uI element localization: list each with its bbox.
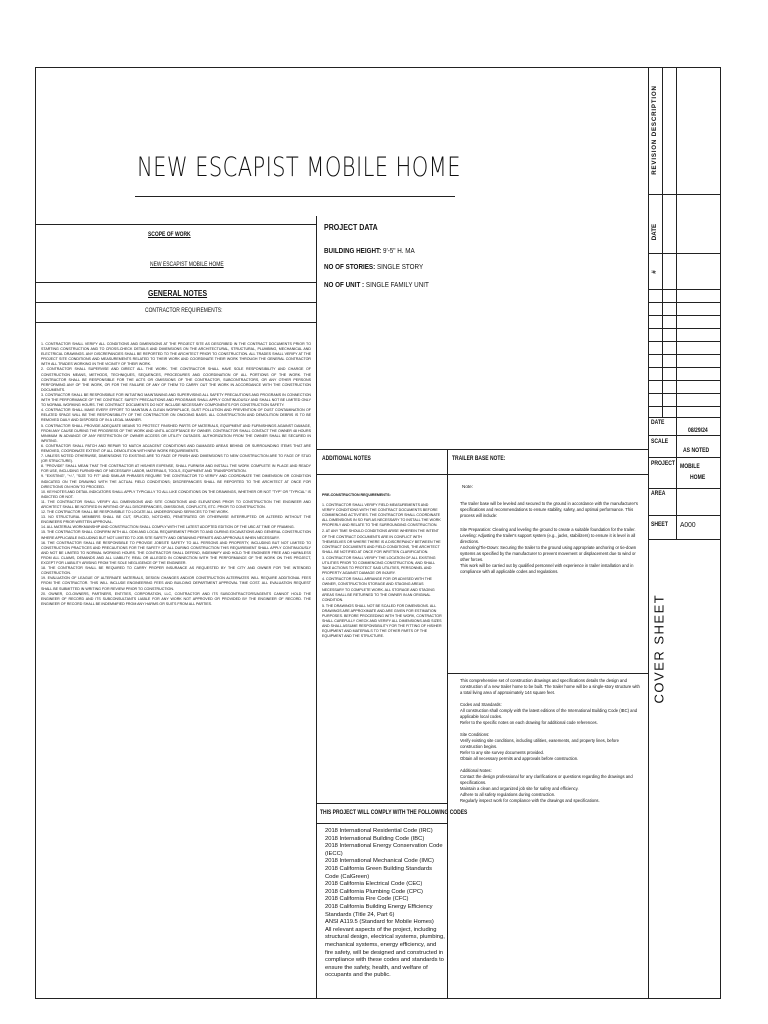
stories-row bbox=[324, 262, 423, 272]
general-note-item: 16. THE CONTRACTOR SHALL BE RESPONSIBLE TO PROVIDE JOBSITE SAFETY TO ALL PERSONS AND PROPERTY, INCLUDING BUT NOT LIMITED TO CONSTRUCTION PRACTICES AND PRECAUTIONS FOR THE SAFETY OF ALL DURING CONSTRUCTION THIS REQUIREMENT SHALL APPLY CONTINUOUSLY AND NOT BE LIMITED TO NORMAL WORKING HOURS. THE CONTRACTOR SHALL DEFEND, INDEMNIFY AND HOLD THE ENGINEER FREE AND HARMLESS FROM ALL CLAIMS, DEMANDS AND ALL LIABILITY, REAL OR ALLEGED IN CONNECTION WITH THE PERFORMANCE OF THE WORK ON THIS PROJECT, EXCEPT FOR LIABILITY ARISING FROM THE SOLE NEGLIGENCE OF THE ENGINEER. bbox=[41, 540, 311, 566]
trailer-paragraph: All construction shall comply with the latest editions of the International Building Code (IBC) and applicable local codes. bbox=[460, 708, 638, 719]
trailer-paragraph: Leveling: Adjusting the trailer's support system (e.g., jacks, stabilizers) to ensure it is level in all directions. bbox=[460, 533, 636, 544]
codes-list bbox=[325, 828, 445, 980]
sheet-label: SHEET bbox=[651, 521, 668, 528]
additional-note-item: 1. CONTRACTOR SHALL VERIFY FIELD MEASUREMENTS AND VERIFY CONDITIONS WITH THE CONTRACT DOCUMENTS BEFORE COMMENCING ACTIVITIES. THE CONTRACTOR SHALL COORDINATE ALL DIMENSIONS IN SO FAR AS NECESSARY TO INSTALL THE WORK PROPERLY AND RELATE TO THE SURROUNDING CONSTRUCTION. bbox=[322, 503, 441, 528]
trailer-paragraph: This comprehensive set of construction drawings and specifications details the design and construction of a new trailer home to be built. The trailer home will be a single-story structure with a total living area of approximately 144 square feet. bbox=[460, 678, 640, 695]
trailer-paragraph: Refer to any site survey documents provided. bbox=[460, 750, 545, 755]
revision-row-line bbox=[648, 315, 721, 316]
trailer-note-label: Note: bbox=[462, 484, 473, 489]
general-note-item: 15. THE CONTRACTOR SHALL CONFIRM WITH ALL ODM AND LOCAL REQUIREMENT PRIOR TO AND DURING EXCAVATIONS AND GENERAL CONSTRUCTION WHERE APPLICABLE INCLUDING BUT NOT LIMITED TO JOB SITE SAFETY AND OBTAINING PERMITS AND APPROVALS WHEN NECESSARY. bbox=[41, 530, 311, 540]
general-notes-list bbox=[41, 342, 311, 607]
general-note-item: 9. "EXISTING", "+/-", "SIZE TO FIT" AND SIMILAR PHRASES REQUIRE THE CONTRACTOR TO VERIFY AND COORDINATE THE DIMENSION OR CONDITION INDICATED ON THE DRAWING WITH THE ACTUAL FIELD CONDITIONS; DISCREPANCIES SHALL BE REPORTED TO THE ARCHITECT AT ONCE FOR DIRECTIONS ON HOW TO PROCEED. bbox=[41, 474, 311, 489]
rule-revision-header-2 bbox=[648, 253, 721, 254]
general-note-item: 5. CONTRACTOR SHALL PROVIDE ADEQUATE MEANS TO PROTECT FINISHED PARTS OF MATERIALS, EQUIPMENT AND FURNISHINGS AGAINST DAMAGE, FROM ANY CAUSE DURING THE PROGRESS OF THE WORK AND UNTIL ACCEPTANCE BY OWNER. CONTRACTOR SHALL CONTACT THE OWNER 48 HOURS MINIMUM IN ADVANCE OF ANY RESTRICTION OF OWNER ACCESS OR UTILITY OUTAGES. AUTHORIZATION FROM THE OWNER SHALL BE SECURED IN WRITING. bbox=[41, 423, 311, 443]
general-note-item: 6. CONTRACTOR SHALL PATCH AND REPAIR TO MATCH ADJACENT CONDITIONS AND DAMAGED AREAS BEHIND OR SURROUNDING ITEMS THAT ARE REMOVED, COORDINATE EXTENT OF ALL DEMOLITION WITH NEW WORK REQUIREMENTS. bbox=[41, 443, 311, 453]
general-notes-subheading: CONTRACTOR REQUIREMENTS: bbox=[145, 307, 223, 314]
general-note-item: 8. "PROVIDE" SHALL MEAN THAT THE CONTRACTOR AT HIS/HER EXPENSE, SHALL FURNISH AND INSTALL THE WORK COMPLETE IN PLACE AND READY FOR USE, INCLUDING FURNISHING OF NECESSARY LABOR, MATERIALS, TOOLS, EQUIPMENT AND TRANSPORTATION. bbox=[41, 464, 311, 474]
rule-title-area bbox=[648, 515, 721, 516]
scope-text: NEW ESCAPIST MOBILE HOME bbox=[150, 261, 224, 268]
code-item: 2018 California Plumbing Code (CPC) bbox=[325, 888, 423, 895]
additional-notes-heading: ADDITIONAL NOTES bbox=[322, 455, 371, 462]
rule-scope-bottom bbox=[35, 282, 317, 283]
revision-number-header: # bbox=[651, 270, 658, 274]
date-value: 08/29/24 bbox=[688, 427, 708, 434]
trailer-paragraph: Adhere to all safety regulations during construction. bbox=[460, 792, 556, 797]
trailer-paragraph: Regularly inspect work for compliance with the drawings and specifications. bbox=[460, 798, 600, 803]
trailer-paragraph: Site Conditions: bbox=[460, 732, 490, 737]
rule-codes-heading-bottom bbox=[316, 823, 448, 824]
divider-left-column bbox=[316, 216, 317, 999]
trailer-paragraph: Contact the design professional for any clarifications or questions regarding the drawings and specifications. bbox=[460, 774, 633, 785]
general-note-item: 7. UNLESS NOTED OTHERWISE, DIMENSIONS TO EXISTING ARE TO FACE OF FINISH AND DIMENSIONS TO NEW CONSTRUCTION ARE TO FACE OF STUD (OR STRUCTURE). bbox=[41, 454, 311, 464]
project-label: PROJECT bbox=[651, 460, 675, 467]
units-label: NO OF UNIT : bbox=[324, 280, 365, 289]
trailer-paragraph: Obtain all necessary permits and approvals before construction. bbox=[460, 756, 579, 761]
divider-revision-date bbox=[662, 67, 663, 417]
units-value: SINGLE FAMILY UNIT bbox=[365, 280, 429, 289]
general-note-item: 12. THE CONTRACTOR SHALL BE RESPONSIBLE TO LOCATE ALL UNDERGROUND SERVICES TO THE WORK. bbox=[41, 510, 229, 515]
building-height-label: BUILDING HEIGHT: bbox=[324, 246, 382, 255]
project-data-heading: PROJECT DATA bbox=[324, 222, 378, 232]
trailer-paragraph: The trailer base will be leveled and secured to the ground in accordance with the manufacturer's specifications and recommendations to ensure stability, safety, and optimal performance. This process will include: bbox=[460, 501, 638, 518]
general-note-item: 4. CONTRACTOR SHALL MAKE EVERY EFFORT TO MAINTAIN A CLEAN WORKPLACE, DUST POLLUTION AND PREVENTION OF DUST CONTAMINATION OF RELATED SPACE WILL BE THE RESPONSIBILITY OF THE CONTRACTOR ON ONGOING BASIS. ALL CONSTRUCTION AND DEMOLITION DEBRIS IS TO BE REMOVED DAILY AND DISPOSED OF IN A LEGAL MANNER. bbox=[41, 408, 311, 423]
sheet-number: A000 bbox=[680, 520, 696, 529]
area-label: AREA bbox=[651, 490, 666, 497]
general-note-item: 18. THE CONTRACTOR SHALL BE REQUIRED TO CARRY PROPER INSURANCE AS REQUESTED BY THE CITY AND OWNER FOR THE INTENDED CONSTRUCTION. bbox=[41, 566, 311, 576]
rule-title-project bbox=[648, 488, 721, 489]
trailer-paragraphs-2 bbox=[460, 678, 640, 804]
revision-row-line bbox=[648, 406, 721, 407]
general-note-item: 1. CONTRACTOR SHALL VERIFY ALL CONDITIONS AND DIMENSIONS AT THE PROJECT SITE AS DESCRIBED IN THE CONTRACT DOCUMENTS PRIOR TO STARTING CONSTRUCTION AND TO CROSS-CHECK DETAILS AND DIMENSIONS ON THE ARCHITECTURAL, STRUCTURAL, PLUMBING, MECHANICAL AND ELECTRICAL DRAWINGS. ANY DISCREPANCIES SHALL BE REPORTED TO THE ARCHITECT PRIOR TO CONSTRUCTION. ALL TRADES SHALL VERIFY AT THE PROJECT SITE CONDITIONS AND MEASUREMENTS RELATED TO THEIR WORK AND COORDINATE THEIR WORK THROUGH THE GENERAL CONTRACTOR WITH ALL TRADES WORKING IN THE VICINITY OF THEIR WORK. bbox=[41, 342, 311, 367]
additional-notes-list bbox=[322, 503, 442, 640]
rule-addl-notes-heading bbox=[316, 474, 649, 475]
rule-project-data-bottom bbox=[316, 449, 649, 450]
general-note-item: 3. CONTRACTOR SHALL BE RESPONSIBLE FOR INITIATING MAINTAINING AND SUPERVISING ALL SAFETY PRECAUTIONS AND PROGRAMS IN CONNECTION WITH THE PERFORMANCE OF THE CONTRACT. SAFETY PRECAUTIONS AND PROGRAMS SHALL APPLY CONTINUOUSLY AND SHALL NOT BE LIMITED ONLY TO NORMAL WORKING HOURS. THE CONTRACT DOCUMENTS DO NOT INCLUDE NECESSARY COMPONENTS FOR CONSTRUCTION SAFETY. bbox=[41, 392, 311, 408]
codes-heading: THIS PROJECT WILL COMPLY WITH THE FOLLOWING CODES bbox=[320, 809, 468, 816]
code-item: ANSI A119.5 (Standard for Mobile Homes) bbox=[325, 919, 434, 926]
additional-note-item: 4. CONTRACTOR SHALL ARRANGE FOR OR ADVISED WITH THE OWNER, CONSTRUCTION STORAGE AND STAGING AREAS NECESSARY TO COMPLETE WORK. ALL STORAGE AND STAGING AREAS SHALL BE RETURNED TO THE OWNER IN AN ORIGINAL CONDITION. bbox=[322, 577, 435, 602]
general-note-item: 19. EVALUATION OF LEAGUE OF ALTERNATE MATERIALS, DESIGN CHANGES AND/OR CONSTRUCTION ALTERNATES WILL REQUIRE ADDITIONAL FEES FROM THE CONTRACTOR. THIS WILL INCLUDE ENGINEERING FEES AND BUILDING DEPARTMENT APPROVAL TIME COST. ALL EVALUATION REQUEST SHALL BE SUBMITTED IN WRITING FOR REVIEW PRIOR TO CONSTRUCTION. bbox=[41, 576, 311, 591]
building-height-value: 9'-5" H. MA bbox=[382, 246, 415, 255]
stories-label: NO OF STORIES: bbox=[324, 262, 376, 271]
trailer-paragraph: Additional Notes: bbox=[460, 768, 492, 773]
code-item: 2018 International Building Code (IBC) bbox=[325, 835, 425, 842]
code-item: 2018 International Residential Code (IRC) bbox=[325, 828, 433, 834]
revision-row-line bbox=[648, 302, 721, 303]
code-item: 2018 California Building Energy Efficiency Standards (Title 24, Part 6) bbox=[325, 903, 433, 918]
trailer-paragraph: This work will be carried out by qualified personnel with experience in trailer installation and in compliance with all applicable codes and regulations. bbox=[460, 563, 634, 574]
general-note-item: 14. ALL MATERIAL WORKMANSHIP AND CONSTRUCTION SHALL COMPLY WITH THE LATEST ADOPTED EDITION OF THE UBC AT TIME OF FRAMING. bbox=[41, 525, 295, 530]
rule-revision-header-3 bbox=[648, 289, 721, 290]
revision-row-line bbox=[648, 393, 721, 394]
units-row bbox=[324, 280, 429, 290]
project-value-2: HOME bbox=[690, 474, 706, 481]
revision-date-header: DATE bbox=[651, 223, 658, 241]
rule-trailer-mid bbox=[447, 673, 649, 674]
revision-row-line bbox=[648, 367, 721, 368]
divider-revision-desc bbox=[676, 67, 677, 417]
rule-revision-block-end bbox=[648, 417, 721, 418]
general-notes-heading: GENERAL NOTES bbox=[148, 288, 208, 298]
general-note-item: 11. THE CONTRACTOR SHALL VERIFY ALL DIMENSIONS AND SITE CONDITIONS AND ELEVATIONS PRIOR TO CONSTRUCTION THE ENGINEER AND ARCHITECT SHALL BE NOTIFIED IN WRITING OF ALL DISCREPANCIES, OMISSIONS, CONFLICTS, ETC. PRIOR TO CONSTRUCTION. bbox=[41, 499, 311, 509]
divider-middle-column bbox=[447, 449, 448, 999]
rule-notes-heading bbox=[35, 302, 317, 303]
rule-title-sheet bbox=[648, 539, 721, 540]
sheet-title: COVER SHEET bbox=[651, 593, 667, 704]
revision-row-line bbox=[648, 380, 721, 381]
scope-heading: SCOPE OF WORK bbox=[148, 231, 191, 238]
rule-title-date bbox=[648, 435, 721, 436]
page-title: NEW ESCAPIST MOBILE HOME bbox=[137, 152, 461, 183]
revision-row-line bbox=[648, 341, 721, 342]
additional-notes-subheading: PRE-CONSTRUCTION REQUIREMENTS: bbox=[322, 493, 391, 497]
additional-note-item: 5. THE DRAWINGS SHALL NOT BE SCALED FOR DIMENSIONS. ALL DRAWINGS ARE APPROXIMATE AND ARE GIVEN FOR ESTIMATION PURPOSES. BEFORE PROCEEDING WITH THE WORK, CONTRACTOR SHALL CAREFULLY CHECK AND VERIFY ALL DIMENSIONS AND SIZES AND SHALL ASSUME RESPONSIBILITY FOR THE FITTING OF HIS/HER EQUIPMENT AND MATERIALS TO THE OTHER PARTS OF THE EQUIPMENT AND THE STRUCTURE. bbox=[322, 603, 442, 639]
stories-value: SINGLE STORY bbox=[376, 262, 424, 271]
revision-description-header: REVISION DESCRIPTION bbox=[651, 85, 658, 175]
trailer-paragraph: Maintain a clean and organized job site for safety and efficiency. bbox=[460, 786, 579, 791]
code-item: 2018 California Fire Code (CFC) bbox=[325, 896, 409, 903]
code-item: 2018 California Green Building Standards Code (CalGreen) bbox=[325, 865, 432, 880]
rule-notes-sub bbox=[35, 322, 317, 323]
code-item: 2018 California Electrical Code (CEC) bbox=[325, 881, 423, 888]
code-item: All relevant aspects of the project, including structural design, electrical systems, plumbing, mechanical systems, energy efficiency, and fire safety, will be designed and constructed in compliance with these codes and standards to ensure the safety, health, and welfare of occupants and the public. bbox=[325, 926, 445, 979]
general-note-item: 20. OWNER, CO-OWNERS, PARTNERS, ENTITIES, CORPORATION, LLC, CONTRACTOR AND ITS SUBCONTRACTORS/AGENTS CANNOT HOLD THE ENGINEER OF RECORD AND ITS SUBCONSULTANTS LIABLE FOR ANY WORK NOT APPROVED OR PROVIDED BY THE ENGINEER OF RECORD. THE ENGINEER OF RECORD SHALL BE INDEMNIFIED FROM ANY HARMS OR SUITS FROM ALL PARTIES. bbox=[41, 591, 311, 606]
rule-under-title-area bbox=[35, 224, 317, 225]
scale-value: AS NOTED bbox=[683, 447, 710, 454]
rule-codes-heading-top bbox=[316, 803, 448, 804]
code-item: 2018 International Mechanical Code (IMC) bbox=[325, 858, 434, 865]
additional-note-item: 2. AT ANY TIME SHOULD CONDITIONS ARISE WHEREIN THE INTENT OF THE CONTRACT DOCUMENTS ARE IN CONFLICT WITH THEMSELVES OR WHERE THERE IS A DISCREPANCY BETWEEN THE CONTRACT DOCUMENTS AND FIELD CONDITIONS, THE ARCHITECT SHALL BE NOTIFIED AT ONCE FOR WRITTEN CLARIFICATION. bbox=[322, 529, 441, 554]
project-value-1: MOBILE bbox=[680, 463, 700, 470]
trailer-paragraphs bbox=[460, 501, 640, 575]
general-note-item: 13. NO STRUCTURAL MEMBERS SHALL BE CUT, SPLICED, NOTCHED, PENETRATED OR OTHERWISE INTERRUPTED OR ALTERED WITHOUT THE ENGINEERS PRIOR WRITTEN APPROVAL. bbox=[41, 515, 311, 525]
rule-revision-header bbox=[648, 194, 721, 195]
trailer-heading: TRAILER BASE NOTE: bbox=[452, 455, 506, 462]
trailer-paragraph: Refer to the specific notes on each drawing for additional code references. bbox=[460, 720, 598, 725]
divider-title-block bbox=[648, 67, 649, 999]
general-note-item: 10. KEYNOTES AND DETAIL INDICATORS SHALL APPLY TYPICALLY TO ALL LIKE CONDITIONS ON THE DRAWINGS, WHETHER OR NOT "TYP" OR "TYPICAL" IS INDICTED OR NOT. bbox=[41, 489, 311, 499]
additional-note-item: 3. CONTRACTOR SHALL VERIFY THE LOCATION OF ALL EXISTING UTILITIES PRIOR TO COMMENCING CONSTRUCTION, AND SHALL TAKE ACTIONS TO PROTECT SAID UTILITIES, PERSONNEL AND PROPERTY AGAINST DAMAGE OR INJURY. bbox=[322, 555, 436, 576]
title-underline bbox=[135, 196, 455, 197]
date-label: DATE bbox=[651, 419, 665, 426]
revision-row-line bbox=[648, 328, 721, 329]
trailer-paragraph: Codes and Standards: bbox=[460, 702, 502, 707]
scale-label: SCALE bbox=[651, 438, 669, 445]
trailer-paragraph: Anchoring/Tie-Down: Securing the trailer to the ground using appropriate anchoring or tie-down systems as specified by the manufacturer to prevent movement or displacement due to wind or other forces. bbox=[460, 545, 637, 562]
trailer-paragraph: Verify existing site conditions, including utilities, easements, and property lines, before construction begins. bbox=[460, 738, 619, 749]
building-height-row bbox=[324, 246, 415, 256]
general-note-item: 2. CONTRACTOR SHALL SUPERVISE AND DIRECT ALL THE WORK. THE CONTRACTOR SHALL HAVE SOLE RESPONSIBILITY AND CHARGE OF CONSTRUCTION MEANS, METHODS, TECHNIQUES, SEQUENCES, PROCEDURES AND COORDINATION OF ALL PORTIONS OF THE WORK. THE CONTRACTOR SHALL BE RESPONSIBLE FOR THE ACTS OR OMISSIONS OF THE CONTRACTOR, SUBCONTRACTORS, OR ANY OTHER PERSONS PERFORMING ANY OF THE WORK, OR FOR THE FAILURE OF ANY OF THEM TO CARRY OUT THE WORK IN ACCORDANCE WITH THE CONSTRUCTION DOCUMENTS. bbox=[41, 367, 311, 392]
trailer-paragraph: Site Preparation: Clearing and leveling the ground to create a suitable foundation for the trailer. bbox=[460, 527, 636, 532]
code-item: 2018 International Energy Conservation Code (IECC) bbox=[325, 843, 443, 857]
revision-row-line bbox=[648, 354, 721, 355]
rule-title-scale bbox=[648, 457, 721, 458]
